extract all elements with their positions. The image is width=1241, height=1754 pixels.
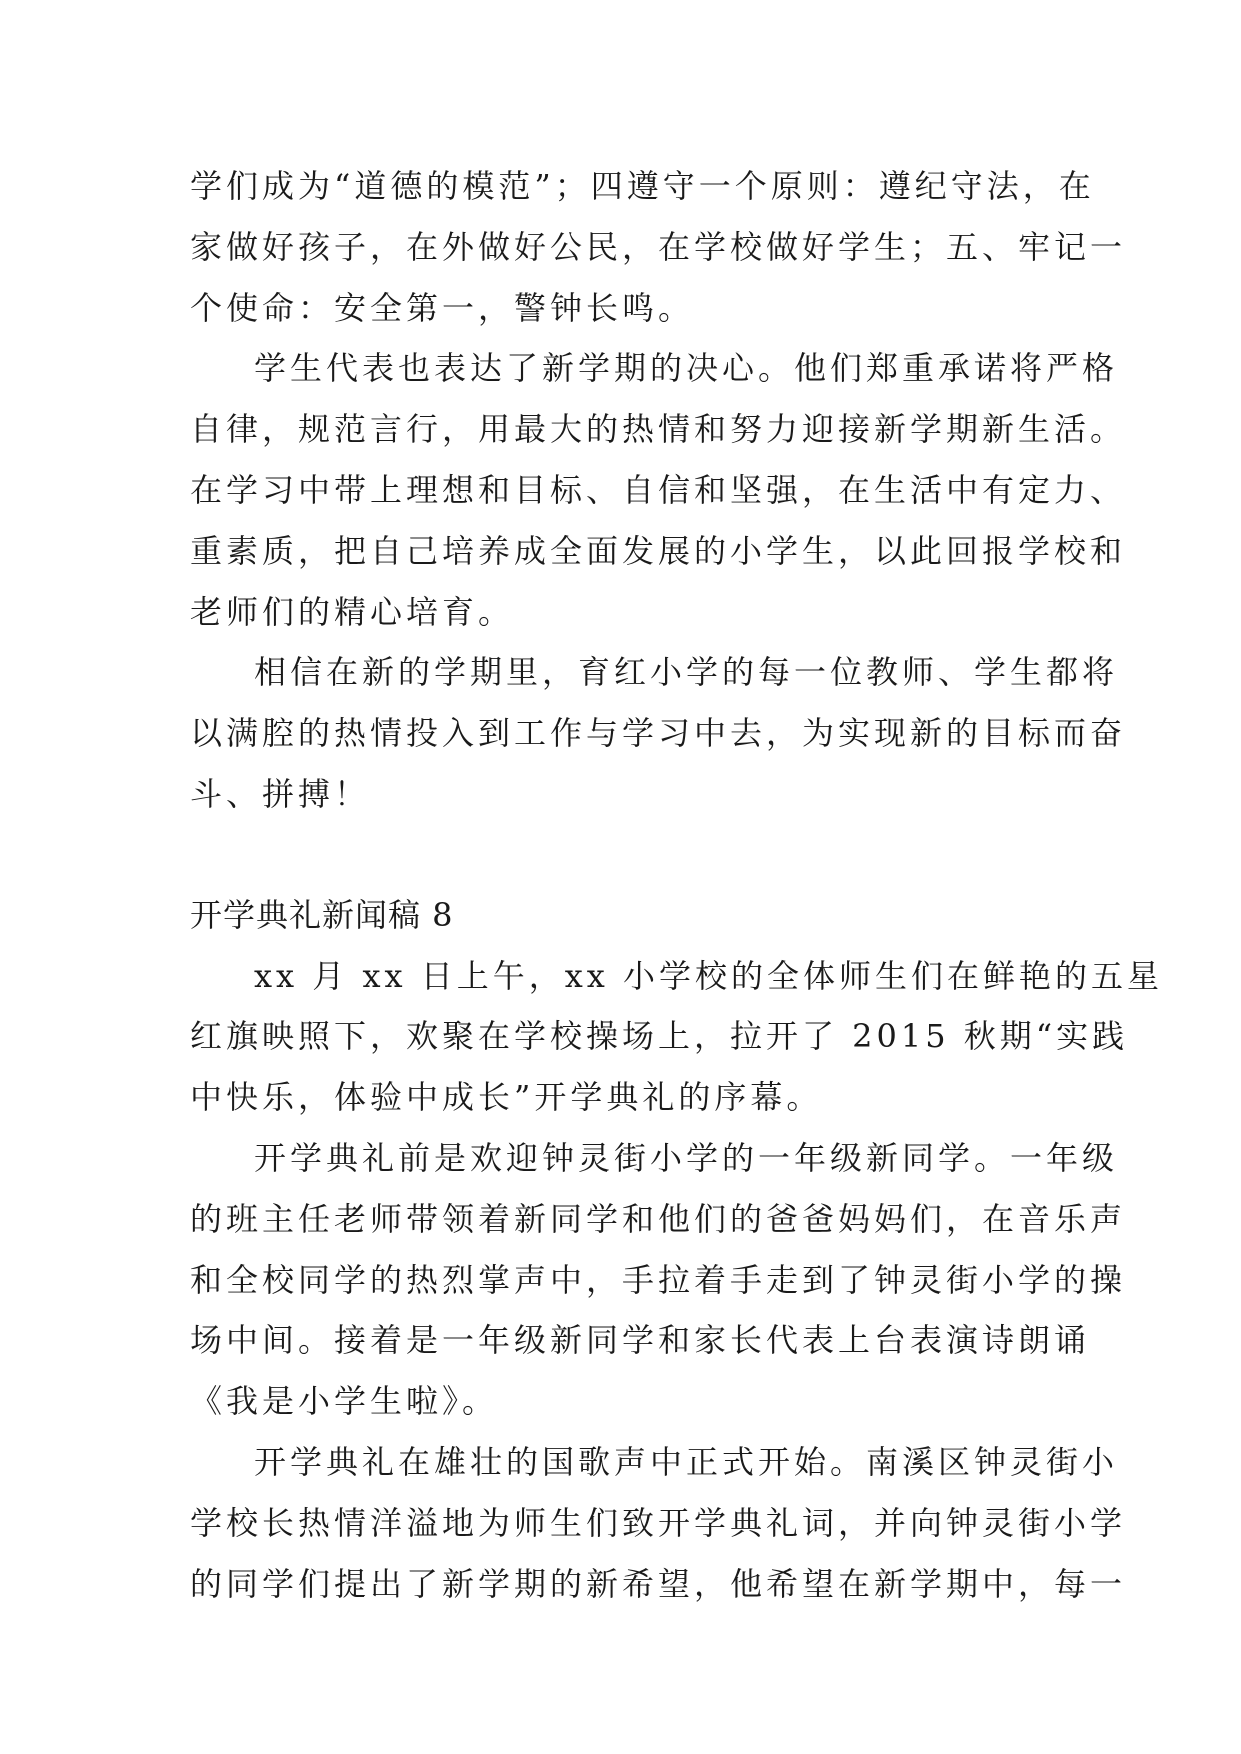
section-heading: 开学典礼新闻稿 8 — [190, 895, 454, 934]
text-line: 学校长热情洋溢地为师生们致开学典礼词，并向钟灵街小学 — [190, 1503, 1127, 1542]
text-line: 个使命：安全第一，警钟长鸣。 — [190, 288, 695, 327]
paragraph-student-representative — [190, 338, 1127, 642]
document-body — [190, 156, 1163, 1614]
paragraph-ceremony — [190, 1432, 1127, 1614]
text-line: 相信在新的学期里，育红小学的每一位教师、学生都将 — [254, 653, 1119, 692]
text-line: 的同学们提出了新学期的新希望，他希望在新学期中，每一 — [190, 1564, 1127, 1603]
text-line: 重素质，把自己培养成全面发展的小学生，以此回报学校和 — [190, 531, 1127, 570]
text-line: 家做好孩子，在外做好公民，在学校做好学生；五、牢记一 — [190, 227, 1127, 266]
text-line: 场中间。接着是一年级新同学和家长代表上台表演诗朗诵 — [190, 1321, 1091, 1360]
paragraph-continuation — [190, 156, 1127, 338]
text-line: 自律，规范言行，用最大的热情和努力迎接新学期新生活。 — [190, 410, 1127, 449]
paragraph-opening — [190, 946, 1163, 1128]
paragraph-closing — [190, 642, 1127, 824]
text-line: 开学典礼前是欢迎钟灵街小学的一年级新同学。一年级 — [254, 1138, 1119, 1177]
paragraph-welcome — [190, 1128, 1127, 1432]
text-line: xx 月 xx 日上午，xx 小学校的全体师生们在鲜艳的五星 — [254, 956, 1163, 995]
text-line: 开学典礼在雄壮的国歌声中正式开始。南溪区钟灵街小 — [254, 1442, 1119, 1481]
text-line: 学生代表也表达了新学期的决心。他们郑重承诺将严格 — [254, 349, 1119, 388]
text-line: 和全校同学的热烈掌声中，手拉着手走到了钟灵街小学的操 — [190, 1260, 1127, 1299]
text-line: 的班主任老师带领着新同学和他们的爸爸妈妈们，在音乐声 — [190, 1199, 1127, 1238]
text-line: 在学习中带上理想和目标、自信和坚强，在生活中有定力、 — [190, 470, 1127, 509]
text-line: 中快乐，体验中成长”开学典礼的序幕。 — [190, 1078, 823, 1117]
text-line: 以满腔的热情投入到工作与学习中去，为实现新的目标而奋 — [190, 714, 1127, 753]
text-line: 红旗映照下，欢聚在学校操场上，拉开了 2015 秋期“实践 — [190, 1017, 1129, 1056]
text-line: 老师们的精心培育。 — [190, 592, 515, 631]
text-line: 学们成为“道德的模范”；四遵守一个原则：遵纪守法，在 — [190, 167, 1095, 205]
text-line: 斗、拼搏！ — [190, 774, 371, 813]
text-line: 《我是小学生啦》。 — [190, 1382, 499, 1421]
